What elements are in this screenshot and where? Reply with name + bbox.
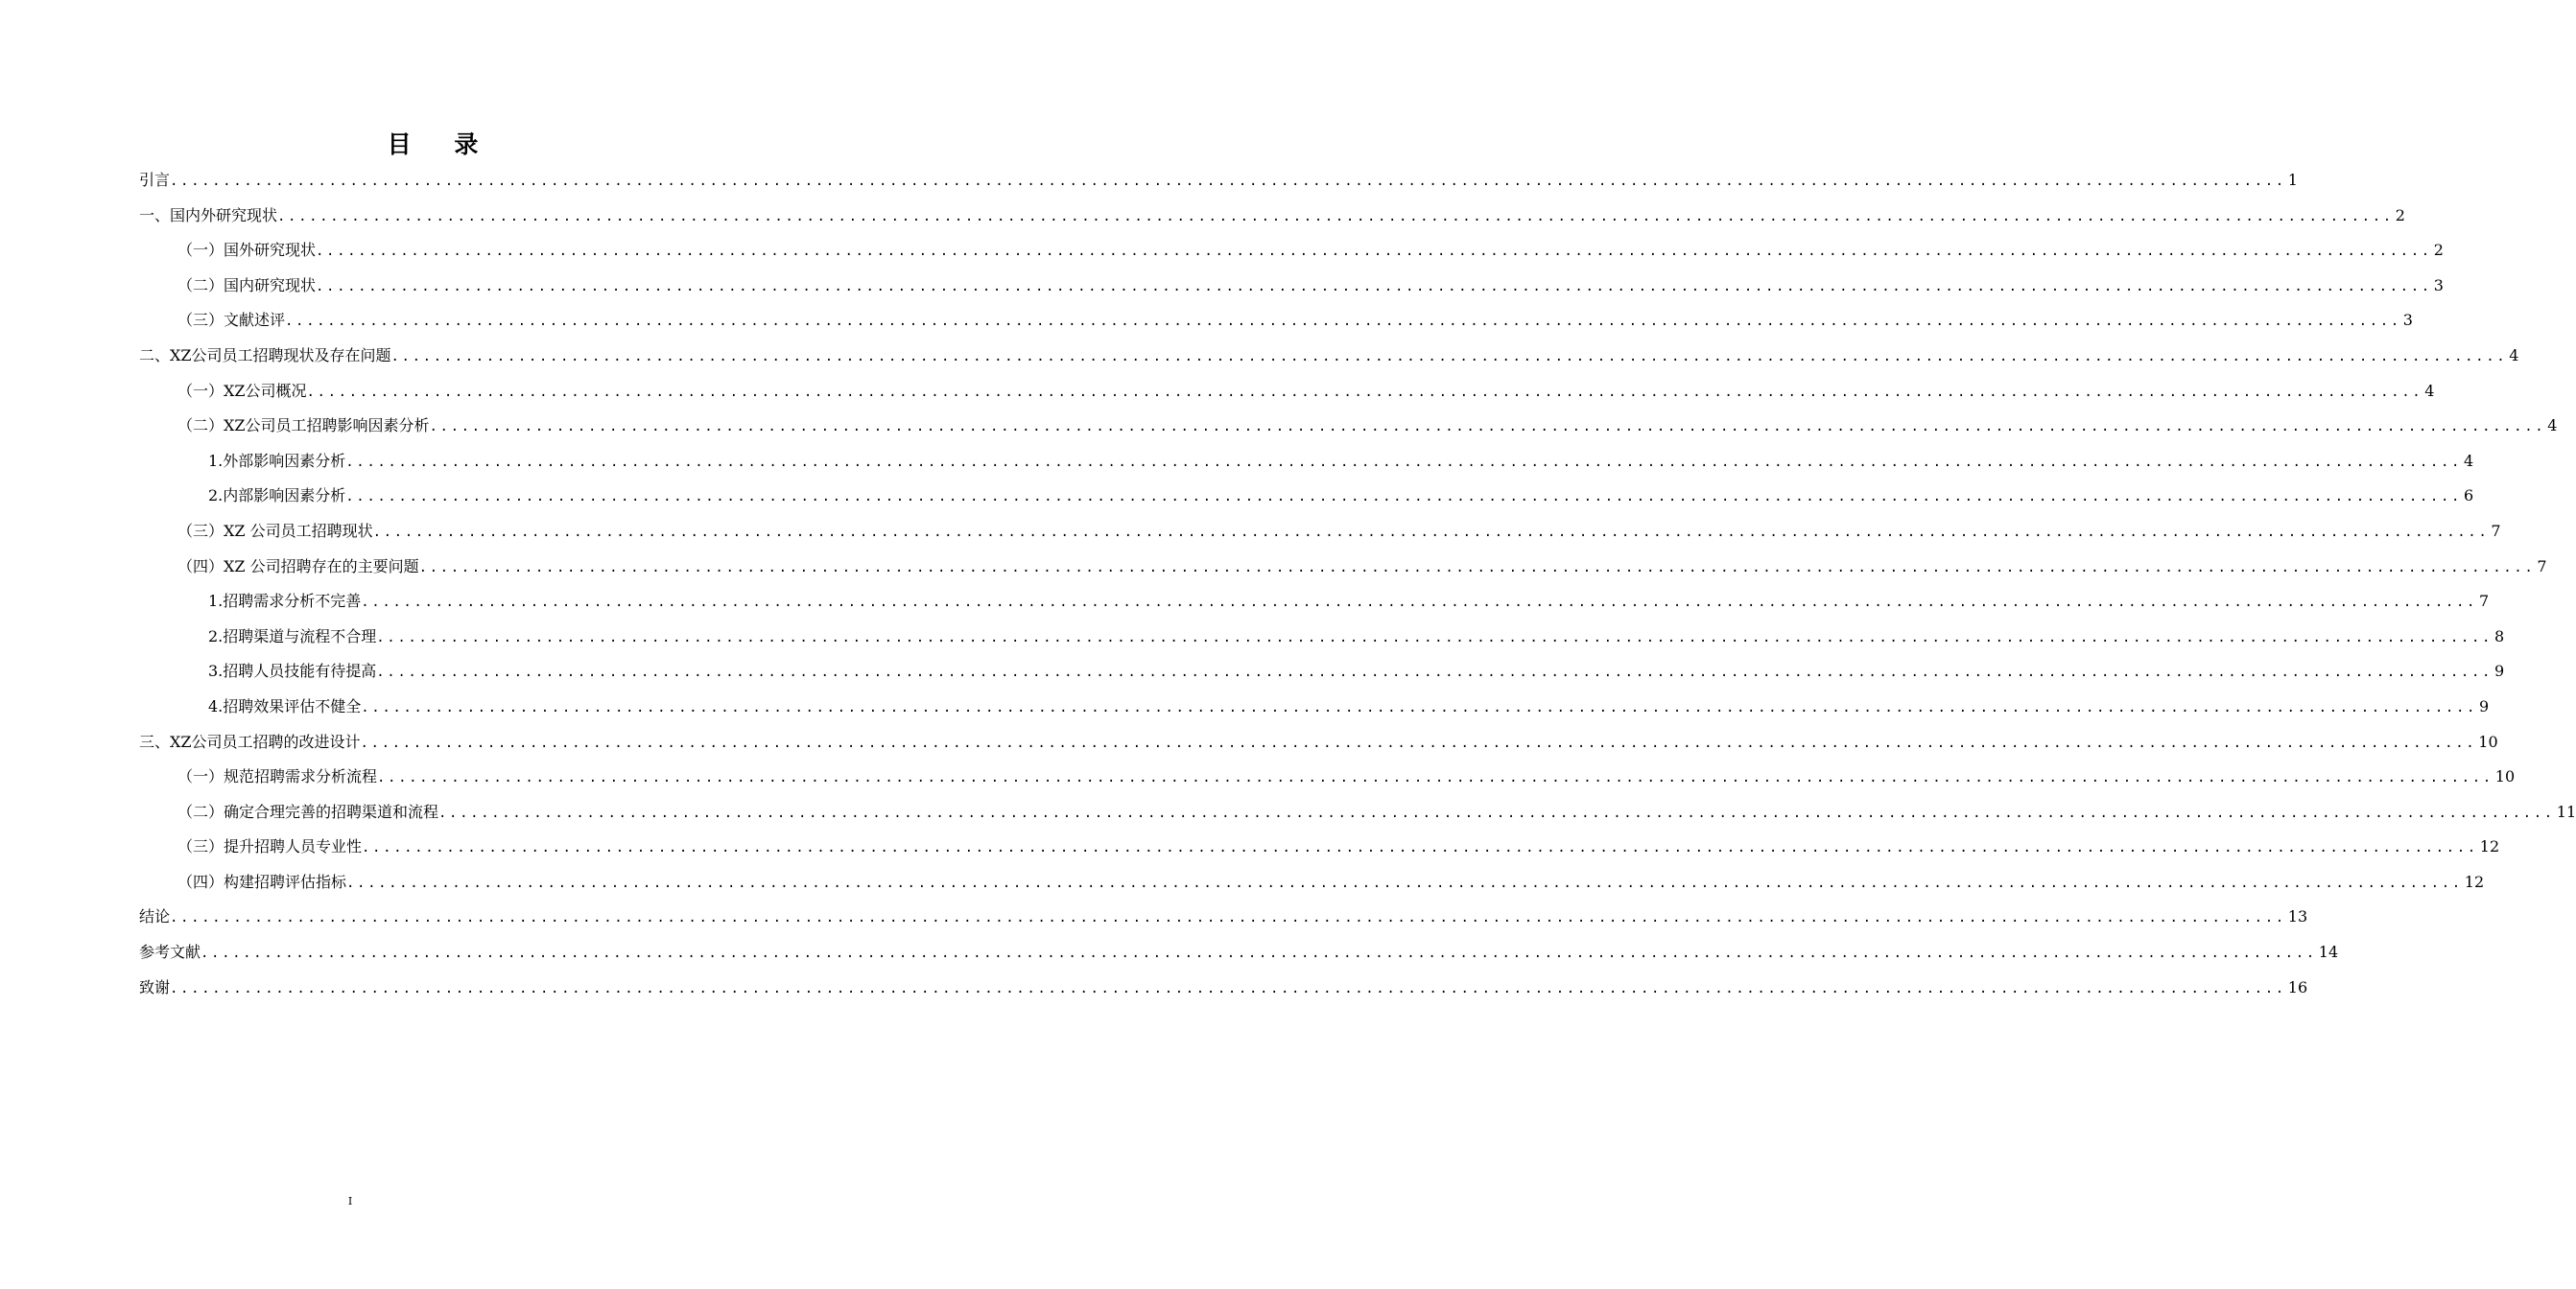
- toc-entry-label: （三）XZ 公司员工招聘现状: [177, 521, 373, 540]
- toc-entry-label: （三）文献述评: [177, 311, 286, 330]
- toc-entry-page: 10: [2478, 732, 2498, 751]
- toc-entry[interactable]: [139, 830, 2500, 865]
- toc-entry[interactable]: [139, 514, 2501, 550]
- toc-leader-dots: ........................................................................................................................................................................................................: [285, 314, 2401, 330]
- toc-entry-label: （四）XZ 公司招聘存在的主要问题: [177, 556, 419, 575]
- toc-leader-dots: ........................................................................................................................................................................................................: [376, 629, 2493, 645]
- toc-entry-label: 2.内部影响因素分析: [208, 486, 346, 505]
- toc-leader-dots: ........................................................................................................................................................................................................: [362, 840, 2478, 856]
- toc-entry-label: 1.招聘需求分析不完善: [208, 592, 362, 611]
- toc-entry[interactable]: [139, 233, 2444, 269]
- toc-entry-label: （一）规范招聘需求分析流程: [177, 767, 378, 786]
- toc-entry[interactable]: [139, 163, 2298, 199]
- toc-entry[interactable]: [139, 303, 2413, 339]
- toc-entry-label: 引言: [139, 171, 171, 189]
- toc-entry-page: 7: [2491, 521, 2501, 540]
- toc-entry-label: （三）提升招聘人员专业性: [177, 837, 363, 856]
- toc-entry-page: 9: [2494, 662, 2505, 681]
- toc-entry-page: 16: [2287, 977, 2308, 996]
- toc-entry-page: 8: [2494, 626, 2505, 645]
- toc-entry-page: 7: [2479, 592, 2490, 611]
- toc-entry-label: 4.招聘效果评估不健全: [208, 696, 362, 715]
- toc-leader-dots: ........................................................................................................................................................................................................: [361, 595, 2478, 611]
- toc-entry-label: 1.外部影响因素分析: [208, 451, 346, 470]
- toc-entry[interactable]: [139, 479, 2474, 514]
- toc-leader-dots: ........................................................................................................................................................................................................: [390, 348, 2508, 364]
- toc-entry-page: 7: [2537, 556, 2547, 575]
- toc-entry[interactable]: [139, 620, 2505, 655]
- toc-leader-dots: ........................................................................................................................................................................................................: [438, 805, 2555, 821]
- toc-leader-dots: ........................................................................................................................................................................................................: [170, 174, 2286, 189]
- toc-entry-label: 二、XZ公司员工招聘现状及存在问题: [139, 345, 391, 364]
- toc-leader-dots: ........................................................................................................................................................................................................: [201, 946, 2317, 962]
- toc-entry[interactable]: [139, 199, 2405, 234]
- toc-leader-dots: ........................................................................................................................................................................................................: [277, 208, 2394, 224]
- toc-entry[interactable]: [139, 900, 2308, 935]
- toc-entry-label: （四）构建招聘评估指标: [177, 872, 347, 891]
- toc-entry-label: 结论: [139, 907, 171, 926]
- toc-entry-page: 6: [2464, 486, 2474, 505]
- toc-entry-page: 10: [2494, 767, 2516, 786]
- toc-title: 目 录: [387, 130, 496, 158]
- toc-entry[interactable]: [139, 269, 2444, 304]
- toc-leader-dots: ........................................................................................................................................................................................................: [376, 665, 2493, 681]
- toc-entry-label: 3.招聘人员技能有待提高: [208, 662, 377, 681]
- toc-entry[interactable]: [139, 795, 2576, 831]
- toc-leader-dots: ........................................................................................................................................................................................................: [360, 735, 2477, 751]
- toc-leader-dots: ........................................................................................................................................................................................................: [345, 454, 2463, 470]
- toc-entry-page: 14: [2318, 943, 2339, 962]
- toc-entry[interactable]: [139, 374, 2435, 410]
- toc-entry-page: 4: [2464, 451, 2474, 470]
- toc-entry-page: 11: [2556, 802, 2576, 821]
- toc-entry[interactable]: [139, 760, 2516, 795]
- toc-entry[interactable]: [139, 725, 2498, 761]
- toc-entry-label: （二）XZ公司员工招聘影响因素分析: [177, 416, 430, 435]
- toc-leader-dots: ........................................................................................................................................................................................................: [361, 699, 2478, 715]
- toc-entry-page: 3: [2433, 275, 2444, 294]
- toc-entry[interactable]: [139, 444, 2474, 480]
- toc-entry-label: （二）国内研究现状: [177, 275, 317, 294]
- toc-entry-page: 2: [2395, 205, 2405, 224]
- toc-entry-page: 2: [2433, 241, 2444, 260]
- toc-entry[interactable]: [139, 865, 2485, 901]
- toc-entry-page: 1: [2287, 171, 2298, 189]
- toc-entry-page: 12: [2464, 872, 2485, 891]
- toc-leader-dots: ........................................................................................................................................................................................................: [170, 980, 2286, 996]
- toc-entry[interactable]: [139, 690, 2490, 725]
- toc-entry-page: 9: [2479, 696, 2490, 715]
- toc-entry-label: 一、国内外研究现状: [139, 205, 278, 224]
- page-number: I: [347, 1195, 353, 1207]
- toc-leader-dots: ........................................................................................................................................................................................................: [345, 489, 2463, 505]
- toc-leader-dots: ........................................................................................................................................................................................................: [418, 559, 2536, 575]
- toc-leader-dots: ........................................................................................................................................................................................................: [170, 910, 2286, 926]
- toc-entry-label: （一）XZ公司概况: [177, 381, 307, 400]
- toc-entry[interactable]: [139, 584, 2490, 620]
- toc-entry-page: 4: [2547, 416, 2558, 435]
- toc-entry-page: 12: [2479, 837, 2500, 856]
- toc-leader-dots: ........................................................................................................................................................................................................: [306, 384, 2423, 400]
- toc-entry[interactable]: [139, 654, 2505, 690]
- toc-entry[interactable]: [139, 409, 2558, 444]
- toc-list: [139, 163, 2576, 1005]
- toc-entry-label: （二）确定合理完善的招聘渠道和流程: [177, 802, 439, 821]
- toc-entry-label: 2.招聘渠道与流程不合理: [208, 626, 377, 645]
- toc-leader-dots: ........................................................................................................................................................................................................: [377, 770, 2493, 786]
- toc-entry-label: 参考文献: [139, 943, 201, 962]
- toc-entry-label: （一）国外研究现状: [177, 241, 317, 260]
- toc-leader-dots: ........................................................................................................................................................................................................: [346, 875, 2463, 891]
- toc-entry-page: 4: [2424, 381, 2435, 400]
- toc-entry[interactable]: [139, 935, 2339, 971]
- toc-entry-page: 13: [2287, 907, 2308, 926]
- toc-leader-dots: ........................................................................................................................................................................................................: [372, 524, 2490, 540]
- toc-leader-dots: ........................................................................................................................................................................................................: [316, 244, 2432, 260]
- toc-leader-dots: ........................................................................................................................................................................................................: [316, 278, 2432, 294]
- toc-entry[interactable]: [139, 971, 2308, 1006]
- toc-entry[interactable]: [139, 339, 2519, 374]
- toc-entry-label: 致谢: [139, 977, 171, 996]
- toc-entry[interactable]: [139, 550, 2547, 585]
- toc-entry-page: 3: [2402, 311, 2413, 330]
- toc-entry-label: 三、XZ公司员工招聘的改进设计: [139, 732, 361, 751]
- toc-leader-dots: ........................................................................................................................................................................................................: [429, 419, 2546, 435]
- toc-entry-page: 4: [2509, 345, 2519, 364]
